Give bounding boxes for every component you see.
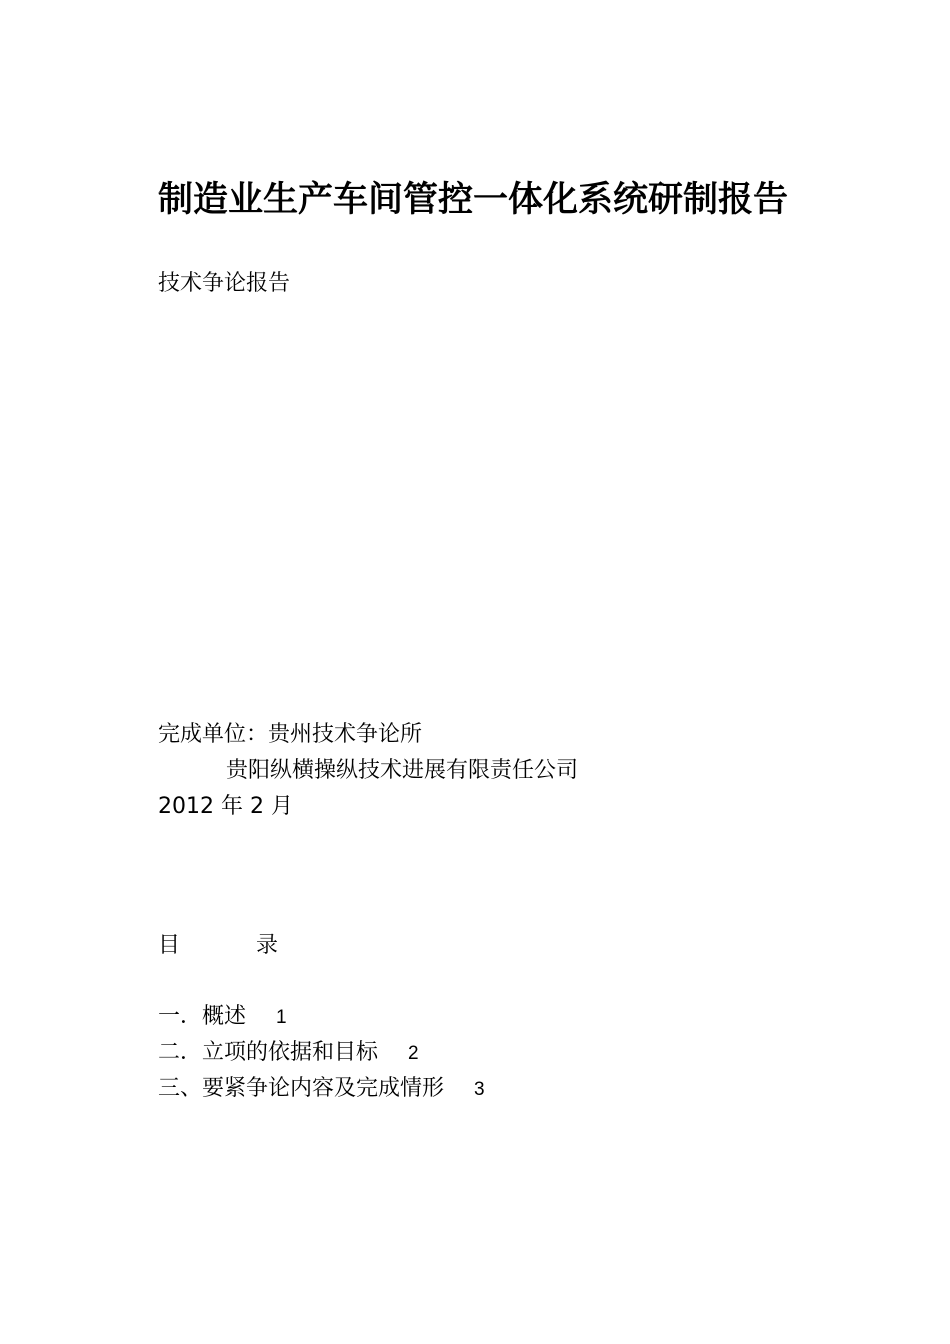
toc-heading-left: 目 bbox=[158, 933, 181, 958]
toc-item-page: 1 bbox=[276, 1007, 287, 1028]
document-date: 2012 年 2 月 bbox=[158, 794, 293, 819]
document-title: 制造业生产车间管控一体化系统研制报告 bbox=[158, 180, 789, 220]
toc-item[interactable] bbox=[158, 1073, 485, 1106]
document-subtitle: 技术争论报告 bbox=[158, 271, 291, 296]
toc-item-label: 三、要紧争论内容及完成情形 bbox=[158, 1076, 445, 1101]
toc-item-label: 二．立项的依据和目标 bbox=[158, 1040, 379, 1065]
toc-item-label: 一．概述 bbox=[158, 1004, 247, 1029]
toc-item[interactable] bbox=[158, 1001, 287, 1034]
toc-heading bbox=[158, 930, 278, 962]
completion-unit: 完成单位：贵州技术争论所 bbox=[158, 722, 423, 747]
toc-item-page: 3 bbox=[474, 1079, 485, 1100]
toc-item-page: 2 bbox=[408, 1043, 419, 1064]
completion-unit-secondary: 贵阳纵横操纵技术进展有限责任公司 bbox=[226, 758, 579, 783]
toc-item[interactable] bbox=[158, 1037, 419, 1070]
toc-heading-right: 录 bbox=[256, 933, 279, 958]
